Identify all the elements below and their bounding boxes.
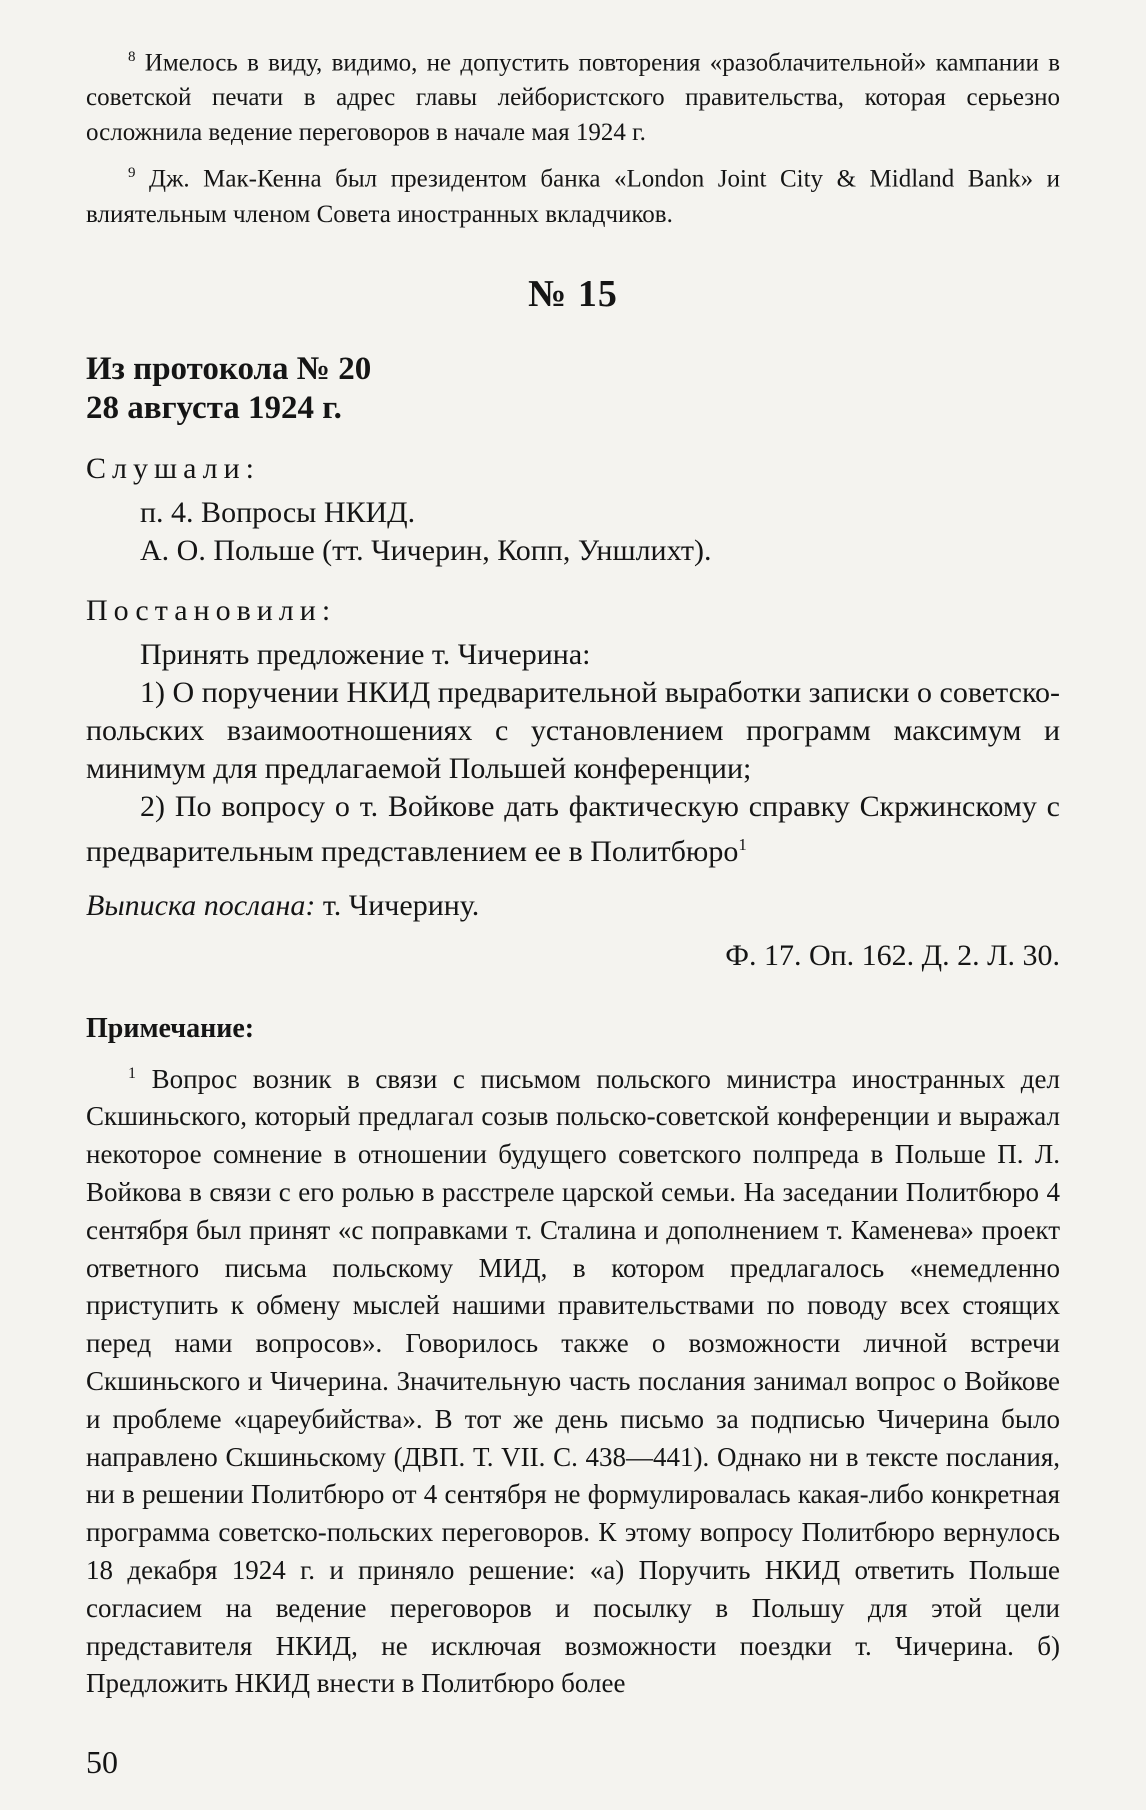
footnote-text: Имелось в виду, видимо, не допустить повторения «разоблачительной» кампании в советской печати в адрес главы лейбористского правительства, которая серьезно осложнила ведение переговоров в начале мая 1924 г.: [86, 49, 1060, 147]
proposal-text: Принять предложение т. Чичерина:: [140, 637, 591, 671]
heading-date: 28 августа 1924 г.: [86, 389, 342, 426]
heard-item: А. О. Польше (тт. Чичерин, Копп, Уншлихт).: [140, 533, 712, 567]
point-text: 2) По вопросу о т. Войкове дать фактическую справку Скржинскому с предварительным представлением ее в Политбюро: [86, 789, 1060, 868]
footnote-mark: 9: [128, 165, 136, 182]
excerpt-label: Выписка послана:: [86, 888, 316, 922]
footnote-mark: 8: [128, 49, 136, 65]
heading-title: Из протокола № 20: [86, 350, 372, 387]
note-heading: Примечание:: [86, 1012, 255, 1044]
resolved-label: Постановили:: [86, 593, 337, 627]
excerpt-recipient: т. Чичерину.: [315, 888, 480, 922]
heard-item: п. 4. Вопросы НКИД.: [140, 495, 416, 529]
note-body: Вопрос возник в связи с письмом польского министра иностранных дел Скшиньского, который предлагал созыв польско-советской конференции и выражал некоторое сомнение в отношении будущего советского полпреда в Польше П. Л. Войкова в связи с его ролью в расстреле царской семьи. На заседании Политбюро 4 сентября был принят «с поправками т. Сталина и дополнением т. Каменева» проект ответного письма польскому МИД, в котором предлагалось «немедленно приступить к обмену мыслей нашими правительствами по поводу всех стоящих перед нами вопросов». Говорилось также о возможности личной встречи Скшиньского и Чичерина. Значительную часть послания занимал вопрос о Войкове и проблеме «цареубийства». В тот же день письмо за подписью Чичерина было направлено Скшиньскому (ДВП. Т. VII. С. 438—441). Однако ни в тексте послания, ни в решении Политбюро от 4 сентября не формулировалась какая-либо конкретная программа советско-польских переговоров. К этому вопросу Политбюро вернулось 18 декабря 1924 г. и приняло решение: «а) Поручить НКИД ответить Польше согласием на ведение переговоров и посылку в Польшу для этой цели представителя НКИД, не исключая возможности поездки т. Чичерина. б) Предложить НКИД внести в Политбюро более: [86, 1063, 1060, 1699]
footnote-text: Дж. Мак-Кенна был президентом банка «London Joint City & Midland Bank» и влиятельным членом Совета иностранных вкладчиков.: [86, 165, 1060, 228]
note-text: [86, 1055, 1060, 1704]
resolution-point-1: 1) О поручении НКИД предварительной выработки записки о советско-польских взаимоотношениях с установлением программ максимум и минимум для предлагаемой Польшей конференции;: [86, 675, 1060, 785]
note-mark: 1: [128, 1064, 136, 1082]
note-reference: 1: [738, 834, 747, 854]
resolution-point-2: [86, 788, 1060, 871]
page-content: [86, 40, 1060, 1703]
document-heading: [86, 350, 1060, 428]
heard-label: Слушали:: [86, 451, 261, 485]
document-number: № 15: [528, 272, 618, 315]
archive-reference: Ф. 17. Оп. 162. Д. 2. Л. 30.: [725, 938, 1060, 972]
page-number: 50: [86, 1744, 118, 1780]
footnote-8: [86, 40, 1060, 150]
excerpt-sent: [86, 887, 1060, 925]
footnote-9: [86, 156, 1060, 231]
